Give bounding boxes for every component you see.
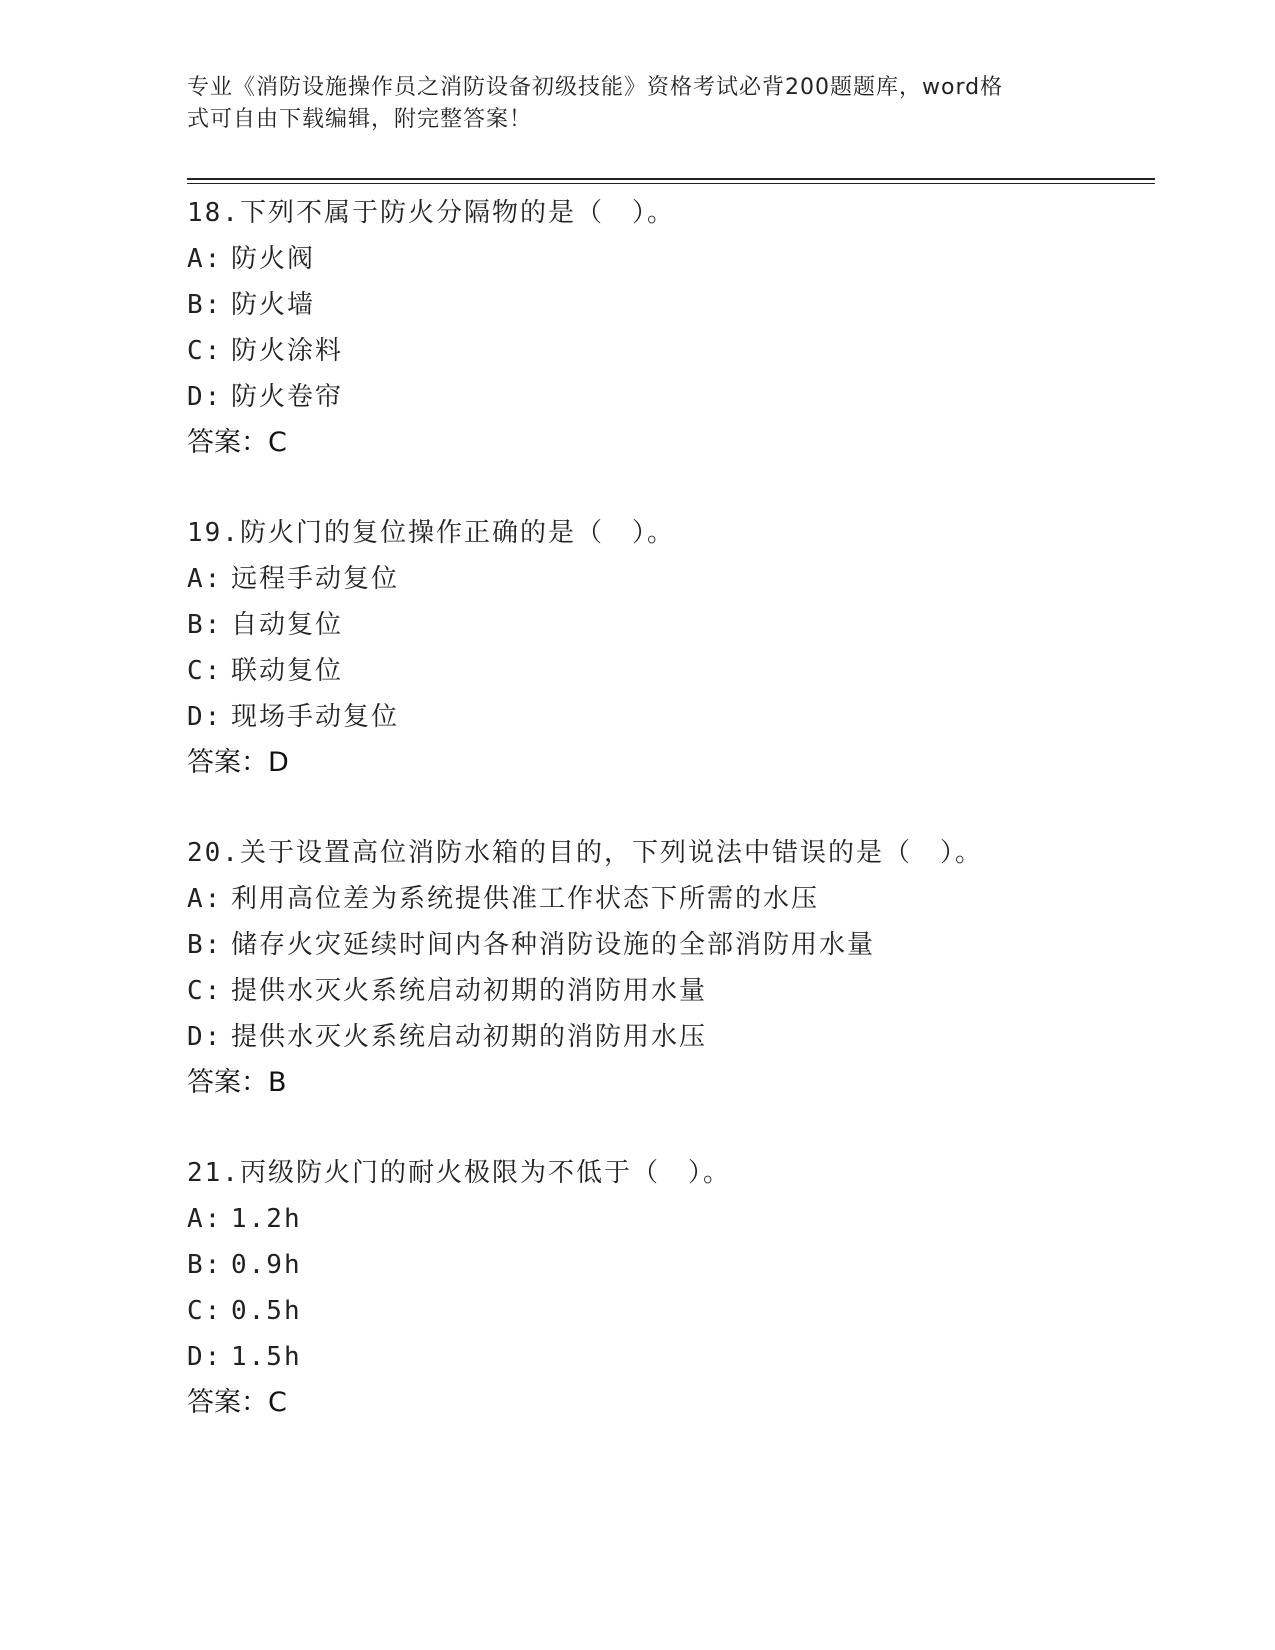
option-b (187, 282, 1147, 328)
option-letter: A: (187, 884, 223, 914)
question-stem: 20.关于设置高位消防水箱的目的，下列说法中错误的是（ ）。 (187, 838, 983, 868)
option-letter: A: (187, 244, 223, 274)
option-d (187, 694, 1147, 740)
question-list (187, 190, 1147, 1470)
option-letter: A: (187, 1204, 223, 1234)
question-18 (187, 190, 1147, 466)
option-letter: D: (187, 1342, 223, 1372)
question-19 (187, 510, 1147, 786)
option-letter: B: (187, 930, 223, 960)
option-c (187, 328, 1147, 374)
question-stem: 21.丙级防火门的耐火极限为不低于（ ）。 (187, 1158, 731, 1188)
option-text: 自动复位 (231, 610, 344, 640)
option-text: 利用高位差为系统提供准工作状态下所需的水压 (231, 884, 820, 914)
option-d (187, 374, 1147, 420)
option-letter: C: (187, 976, 223, 1006)
option-letter: B: (187, 1250, 223, 1280)
option-c (187, 1288, 1147, 1334)
option-b (187, 1242, 1147, 1288)
header-line-2: 式可自由下载编辑，附完整答案！ (187, 107, 533, 132)
option-d (187, 1334, 1147, 1380)
option-b (187, 922, 1147, 968)
option-text: 0.9h (231, 1250, 302, 1280)
question-20 (187, 830, 1147, 1106)
option-letter: B: (187, 610, 223, 640)
answer-text: 答案：B (187, 1067, 287, 1098)
option-text: 远程手动复位 (231, 564, 400, 594)
option-letter: D: (187, 382, 223, 412)
option-letter: D: (187, 702, 223, 732)
option-text: 0.5h (231, 1296, 302, 1326)
option-a (187, 1196, 1147, 1242)
option-letter: D: (187, 1022, 223, 1052)
option-text: 1.2h (231, 1204, 302, 1234)
option-a (187, 236, 1147, 282)
option-letter: B: (187, 290, 223, 320)
answer-text: 答案：C (187, 1387, 287, 1418)
option-text: 提供水灭火系统启动初期的消防用水量 (231, 976, 708, 1006)
document-header (187, 72, 1067, 136)
option-letter: A: (187, 564, 223, 594)
header-divider (187, 178, 1155, 184)
option-text: 防火墙 (231, 290, 316, 320)
option-c (187, 968, 1147, 1014)
option-text: 提供水灭火系统启动初期的消防用水压 (231, 1022, 708, 1052)
option-d (187, 1014, 1147, 1060)
question-stem: 19.防火门的复位操作正确的是（ ）。 (187, 518, 675, 548)
option-a (187, 556, 1147, 602)
option-text: 防火阀 (231, 244, 316, 274)
option-text: 储存火灾延续时间内各种消防设施的全部消防用水量 (231, 930, 876, 960)
option-text: 1.5h (231, 1342, 302, 1372)
option-text: 现场手动复位 (231, 702, 400, 732)
question-21 (187, 1150, 1147, 1426)
option-c (187, 648, 1147, 694)
option-text: 联动复位 (231, 656, 344, 686)
option-text: 防火涂料 (231, 336, 344, 366)
answer-text: 答案：D (187, 747, 289, 778)
option-letter: C: (187, 656, 223, 686)
option-letter: C: (187, 336, 223, 366)
header-line-1: 专业《消防设施操作员之消防设备初级技能》资格考试必背200题题库，word格 (187, 75, 1004, 100)
option-text: 防火卷帘 (231, 382, 344, 412)
option-letter: C: (187, 1296, 223, 1326)
answer-text: 答案：C (187, 427, 287, 458)
option-b (187, 602, 1147, 648)
question-stem: 18.下列不属于防火分隔物的是（ ）。 (187, 198, 675, 228)
option-a (187, 876, 1147, 922)
